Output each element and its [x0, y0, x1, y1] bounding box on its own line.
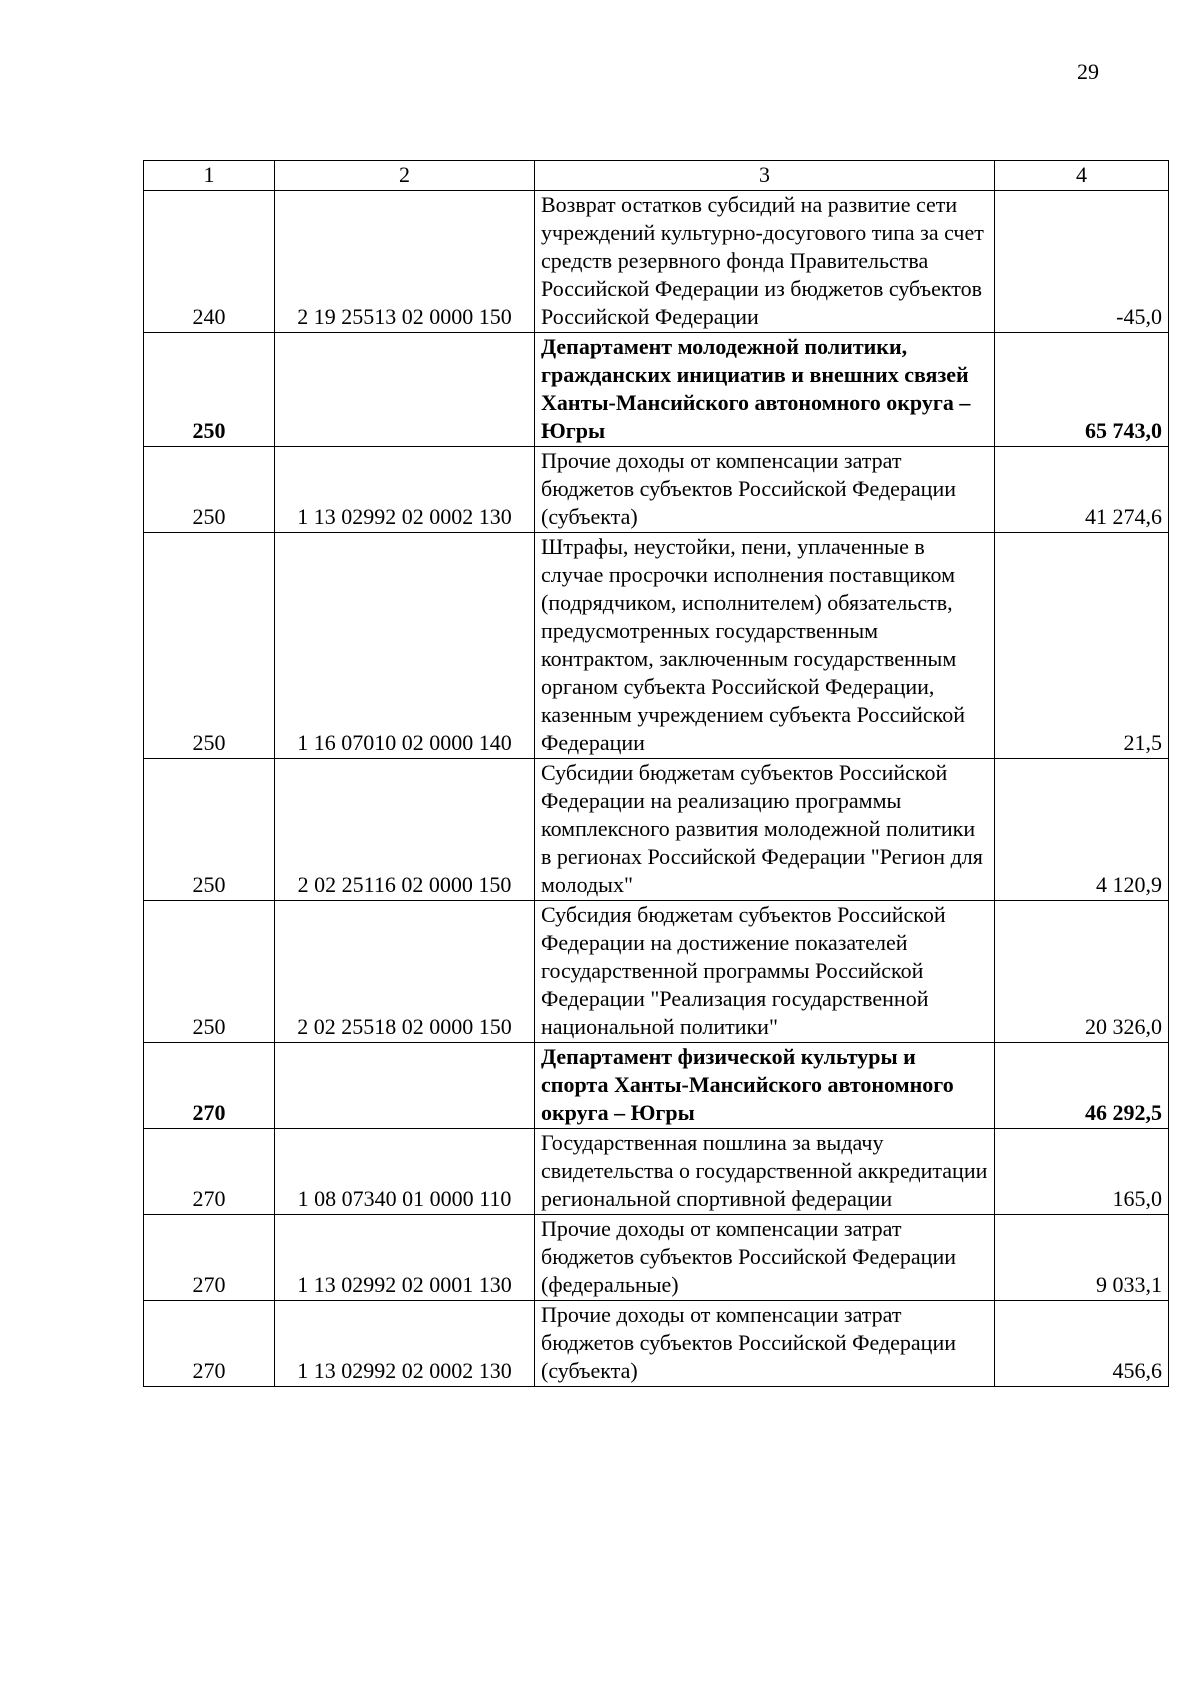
income-name-cell: Департамент молодежной политики, гражданских инициатив и внешних связей Ханты-Мансийского автономного округа – Югры	[535, 333, 995, 447]
income-name-cell: Прочие доходы от компенсации затрат бюджетов субъектов Российской Федерации (субъекта)	[535, 447, 995, 533]
admin-code-cell: 250	[144, 333, 275, 447]
income-name-cell: Прочие доходы от компенсации затрат бюджетов субъектов Российской Федерации (федеральные)	[535, 1215, 995, 1301]
table-row	[144, 333, 1169, 447]
admin-code-cell: 240	[144, 191, 275, 333]
admin-code-cell: 270	[144, 1301, 275, 1387]
income-code-cell: 1 13 02992 02 0002 130	[275, 1301, 535, 1387]
admin-code-cell: 270	[144, 1043, 275, 1129]
admin-code-cell: 250	[144, 533, 275, 759]
table-row	[144, 1301, 1169, 1387]
table-row	[144, 533, 1169, 759]
column-header-2: 2	[275, 161, 535, 191]
amount-cell: 9 033,1	[995, 1215, 1169, 1301]
page-number: 29	[1077, 59, 1099, 84]
table-row	[144, 1043, 1169, 1129]
income-name-cell: Департамент физической культуры и спорта Ханты-Мансийского автономного округа – Югры	[535, 1043, 995, 1129]
column-header-1: 1	[144, 161, 275, 191]
income-code-cell: 2 02 25116 02 0000 150	[275, 759, 535, 901]
admin-code-cell: 270	[144, 1215, 275, 1301]
column-header-3: 3	[535, 161, 995, 191]
income-code-cell: 1 16 07010 02 0000 140	[275, 533, 535, 759]
amount-cell: 65 743,0	[995, 333, 1169, 447]
income-code-cell	[275, 1043, 535, 1129]
income-code-cell: 2 02 25518 02 0000 150	[275, 901, 535, 1043]
table-header-row	[144, 161, 1169, 191]
admin-code-cell: 250	[144, 901, 275, 1043]
table-row	[144, 447, 1169, 533]
amount-cell: 41 274,6	[995, 447, 1169, 533]
amount-cell: 165,0	[995, 1129, 1169, 1215]
income-code-cell	[275, 333, 535, 447]
amount-cell: 21,5	[995, 533, 1169, 759]
budget-income-table	[143, 160, 1169, 1387]
amount-cell: -45,0	[995, 191, 1169, 333]
income-code-cell: 1 13 02992 02 0001 130	[275, 1215, 535, 1301]
income-name-cell: Возврат остатков субсидий на развитие сети учреждений культурно-досугового типа за счет средств резервного фонда Правительства Российской Федерации из бюджетов субъектов Российской Федерации	[535, 191, 995, 333]
table-row	[144, 191, 1169, 333]
table-row	[144, 1129, 1169, 1215]
amount-cell: 4 120,9	[995, 759, 1169, 901]
amount-cell: 456,6	[995, 1301, 1169, 1387]
table-row	[144, 1215, 1169, 1301]
income-name-cell: Штрафы, неустойки, пени, уплаченные в случае просрочки исполнения поставщиком (подрядчиком, исполнителем) обязательств, предусмотренных государственным контрактом, заключенным государственным органом субъекта Российской Федерации, казенным учреждением субъекта Российской Федерации	[535, 533, 995, 759]
income-name-cell: Субсидии бюджетам субъектов Российской Федерации на реализацию программы комплексного развития молодежной политики в регионах Российской Федерации "Регион для молодых"	[535, 759, 995, 901]
income-name-cell: Государственная пошлина за выдачу свидетельства о государственной аккредитации региональной спортивной федерации	[535, 1129, 995, 1215]
column-header-4: 4	[995, 161, 1169, 191]
table-row	[144, 759, 1169, 901]
income-code-cell: 2 19 25513 02 0000 150	[275, 191, 535, 333]
amount-cell: 46 292,5	[995, 1043, 1169, 1129]
amount-cell: 20 326,0	[995, 901, 1169, 1043]
income-code-cell: 1 13 02992 02 0002 130	[275, 447, 535, 533]
admin-code-cell: 270	[144, 1129, 275, 1215]
income-name-cell: Прочие доходы от компенсации затрат бюджетов субъектов Российской Федерации (субъекта)	[535, 1301, 995, 1387]
admin-code-cell: 250	[144, 447, 275, 533]
admin-code-cell: 250	[144, 759, 275, 901]
income-name-cell: Субсидия бюджетам субъектов Российской Федерации на достижение показателей государственной программы Российской Федерации "Реализация государственной национальной политики"	[535, 901, 995, 1043]
income-code-cell: 1 08 07340 01 0000 110	[275, 1129, 535, 1215]
table-row	[144, 901, 1169, 1043]
